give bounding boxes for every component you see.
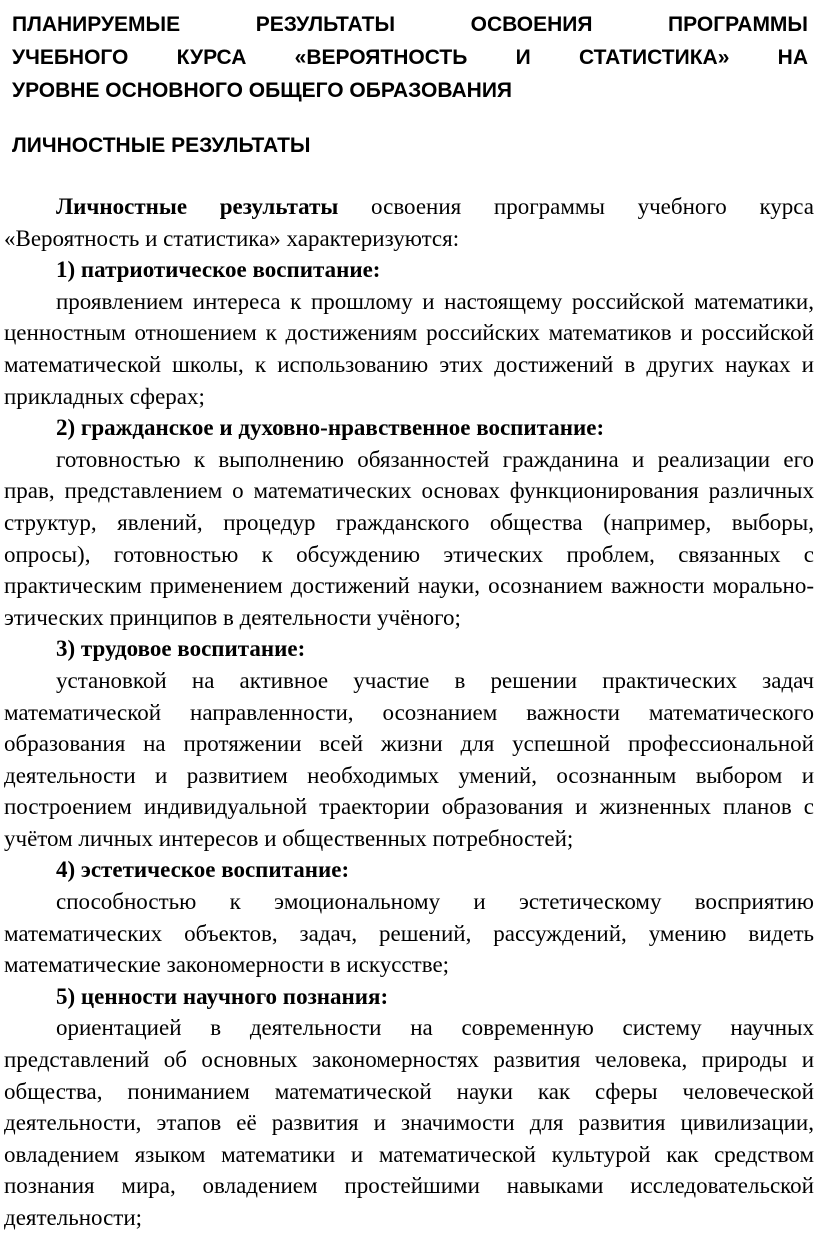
title-line: ПЛАНИРУЕМЫЕ РЕЗУЛЬТАТЫ ОСВОЕНИЯ ПРОГРАММЫ — [12, 13, 808, 36]
result-item-heading: 3) трудовое воспитание: — [56, 636, 306, 662]
intro-text: освоения программы учебного курса «Вероятность и статистика» характеризуются: — [4, 194, 814, 251]
title-line: УЧЕБНОГО КУРСА «ВЕРОЯТНОСТЬ И СТАТИСТИКА» НА — [12, 46, 808, 69]
document-title — [2, 0, 814, 107]
result-item — [2, 854, 814, 980]
section-heading: ЛИЧНОСТНЫЕ РЕЗУЛЬТАТЫ — [12, 134, 311, 157]
result-item — [2, 981, 814, 1234]
result-item — [2, 254, 814, 412]
intro-bold-term: Личностные результаты — [56, 194, 339, 219]
result-item-heading: 1) патриотическое воспитание: — [56, 257, 381, 283]
result-item-heading: 2) гражданское и духовно-нравственное воспитание: — [56, 415, 605, 441]
result-item-text: установкой на активное участие в решении практических задач математической направленности, осознанием важности математического образования на протяжении всей жизни для успешной профессиональной деятельности и развитием необходимых умений, осознанным выбором и построением индивидуальной траектории образования и жизненных планов с учётом личных интересов и общественных потребностей; — [4, 667, 814, 851]
result-item-text: способностью к эмоциональному и эстетическому восприятию математических объектов, задач, решений, рассуждений, умению видеть математические закономерности в искусстве; — [4, 889, 814, 978]
result-item-heading: 4) эстетическое воспитание: — [56, 857, 350, 883]
result-item-text: ориентацией в деятельности на современную систему научных представлений об основных закономерностях развития человека, природы и общества, пониманием математической науки как сферы человеческой деятельности, этапов её развития и значимости для развития цивилизации, овладением языком математики и математической культурой как средством познания мира, овладением простейшими навыками исследовательской деятельности; — [4, 1015, 814, 1230]
result-item — [2, 412, 814, 633]
result-item — [2, 633, 814, 854]
title-line: УРОВНЕ ОСНОВНОГО ОБЩЕГО ОБРАЗОВАНИЯ — [12, 79, 513, 102]
result-item-text: готовностью к выполнению обязанностей гражданина и реализации его прав, представлением о математических основах функционирования различных структур, явлений, процедур гражданского общества (например, выборы, опросы), готовностью к обсуждению этических проблем, связанных с практическим применением достижений науки, осознанием важности морально-этических принципов в деятельности учёного; — [4, 446, 814, 630]
result-item-heading: 5) ценности научного познания: — [56, 983, 389, 1009]
intro-paragraph — [2, 191, 814, 254]
result-item-text: проявлением интереса к прошлому и настоящему российской математики, ценностным отношением к достижениям российских математиков и российской математической школы, к использованию этих достижений в других науках и прикладных сферах; — [4, 288, 814, 409]
